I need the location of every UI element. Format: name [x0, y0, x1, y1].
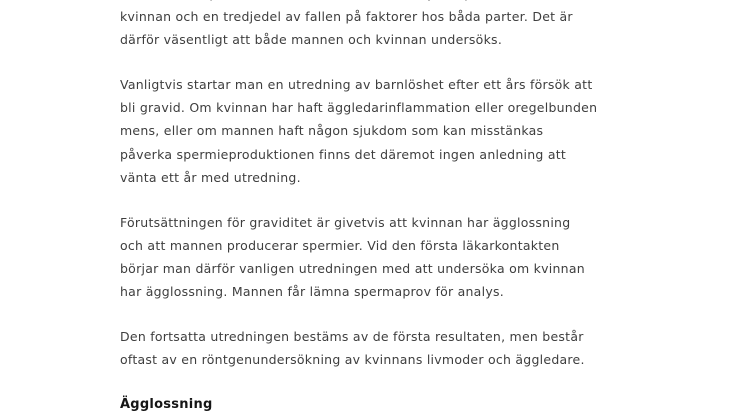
paragraph-2	[120, 73, 640, 188]
text-line: har ägglossning. Mannen får lämna spermaprov för analys.	[120, 284, 504, 300]
document-text-column	[120, 0, 640, 416]
paragraph-4	[120, 325, 640, 371]
paragraph-3	[120, 211, 640, 303]
text-line: Vanligtvis startar man en utredning av barnlöshet efter ett års försök att	[120, 77, 593, 93]
text-line: Förutsättningen för graviditet är givetvis att kvinnan har ägglossning	[120, 214, 571, 230]
text-line: kvinnan och en tredjedel av fallen på faktorer hos båda parter. Det är	[120, 9, 573, 25]
text-line: och att mannen producerar spermier. Vid den första läkarkontakten	[120, 237, 560, 253]
text-line: påverka spermieproduktionen finns det däremot ingen anledning att	[120, 146, 567, 162]
text-line: börjar man därför vanligen utredningen med att undersöka om kvinnan	[120, 260, 585, 276]
section-heading: Ägglossning	[120, 397, 213, 413]
text-line: oftast av en röntgenundersökning av kvinnans livmoder och äggledare.	[120, 352, 585, 368]
text-line: vänta ett år med utredning.	[120, 169, 301, 185]
text-line: bli gravid. Om kvinnan har haft äggledarinflammation eller oregelbunden	[120, 100, 598, 116]
paragraph-1	[120, 0, 640, 51]
text-line: mens, eller om mannen haft någon sjukdom som kan misstänkas	[120, 123, 544, 139]
text-line: därför väsentligt att både mannen och kvinnan undersöks.	[120, 32, 503, 48]
text-line: Den fortsatta utredningen bestäms av de första resultaten, men består	[120, 329, 584, 345]
